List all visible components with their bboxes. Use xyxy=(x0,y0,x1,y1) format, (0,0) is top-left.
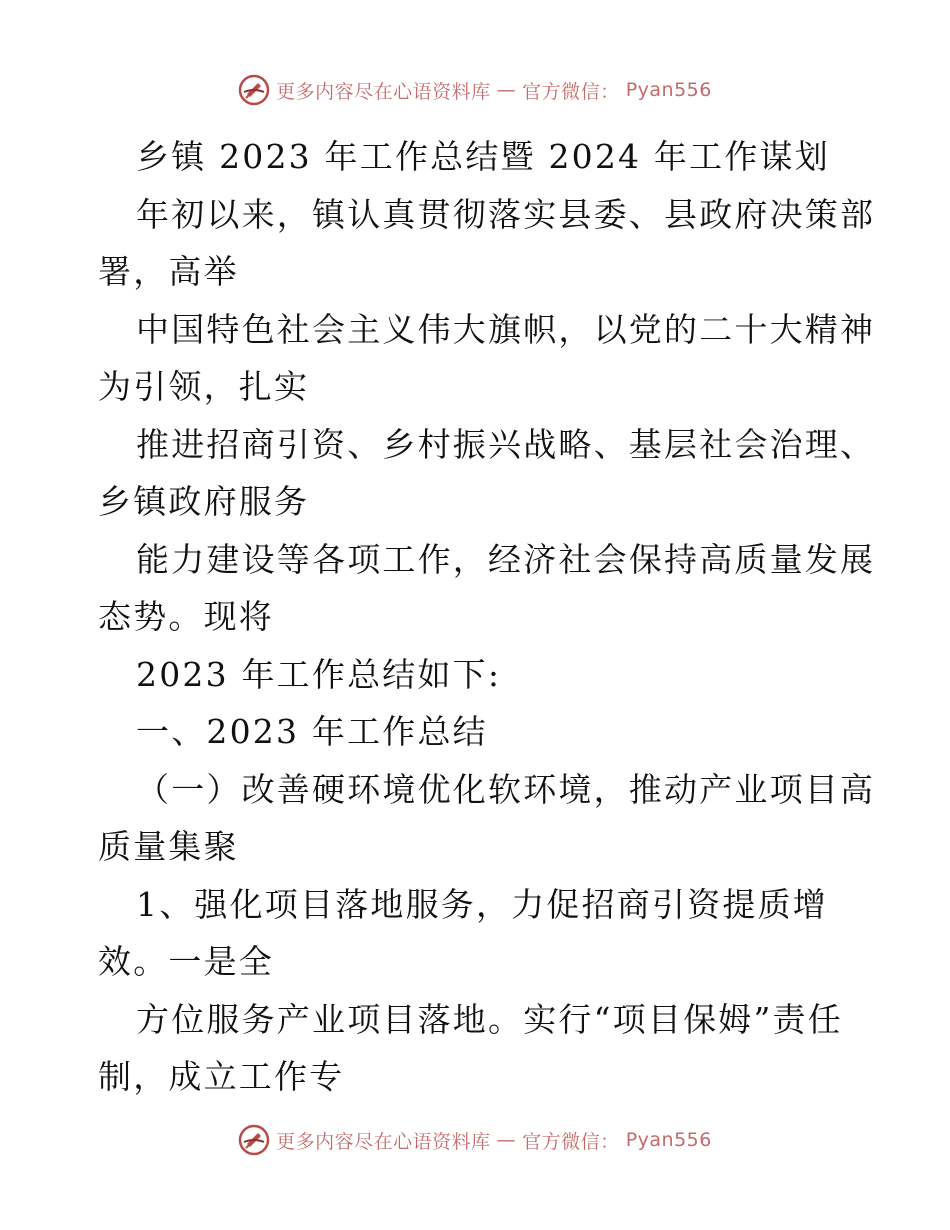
paragraph-line: 乡镇政府服务 xyxy=(98,482,310,521)
subsection-heading: （一）改善硬环境优化软环境，推动产业项目高 xyxy=(136,769,876,809)
watermark-wechat-label: 官方微信： xyxy=(522,1130,620,1153)
watermark-separator: — xyxy=(496,79,517,101)
subsection-heading-cont: 质量集聚 xyxy=(98,827,239,866)
watermark-site-text: 更多内容尽在心语资料库 xyxy=(276,1130,491,1153)
watermark-wechat-id: Pyan556 xyxy=(625,79,712,101)
document-body xyxy=(98,128,876,1106)
paragraph-line: 能力建设等各项工作，经济社会保持高质量发展 xyxy=(136,539,876,579)
paragraph-line: 态势。现将 xyxy=(98,597,274,636)
paragraph-line: 年初以来，镇认真贯彻落实县委、县政府决策部 xyxy=(136,194,876,234)
book-pen-logo-icon xyxy=(238,1124,270,1156)
paragraph-line: 为引领，扎实 xyxy=(98,367,310,406)
watermark-site-text: 更多内容尽在心语资料库 xyxy=(276,80,491,103)
book-pen-logo-icon xyxy=(238,74,270,106)
watermark-footer xyxy=(0,1124,950,1156)
watermark-header xyxy=(0,74,950,106)
paragraph-line: 署，高举 xyxy=(98,252,239,291)
paragraph-line: 方位服务产业项目落地。实行“项目保姆”责任 xyxy=(136,999,843,1039)
paragraph-line: 效。一是全 xyxy=(98,942,274,981)
watermark-wechat-label: 官方微信： xyxy=(522,80,620,103)
watermark-wechat-id: Pyan556 xyxy=(625,1129,712,1151)
document-title: 乡镇 2023 年工作总结暨 2024 年工作谋划 xyxy=(136,137,830,176)
paragraph-line: 2023 年工作总结如下: xyxy=(136,654,502,694)
paragraph-line: 推进招商引资、乡村振兴战略、基层社会治理、 xyxy=(136,424,876,464)
section-heading: 一、2023 年工作总结 xyxy=(136,712,488,751)
paragraph-line: 1、强化项目落地服务，力促招商引资提质增 xyxy=(136,884,828,924)
paragraph-line: 中国特色社会主义伟大旗帜，以党的二十大精神 xyxy=(136,309,876,349)
watermark-separator: — xyxy=(496,1129,517,1151)
paragraph-line: 制，成立工作专 xyxy=(98,1057,345,1096)
